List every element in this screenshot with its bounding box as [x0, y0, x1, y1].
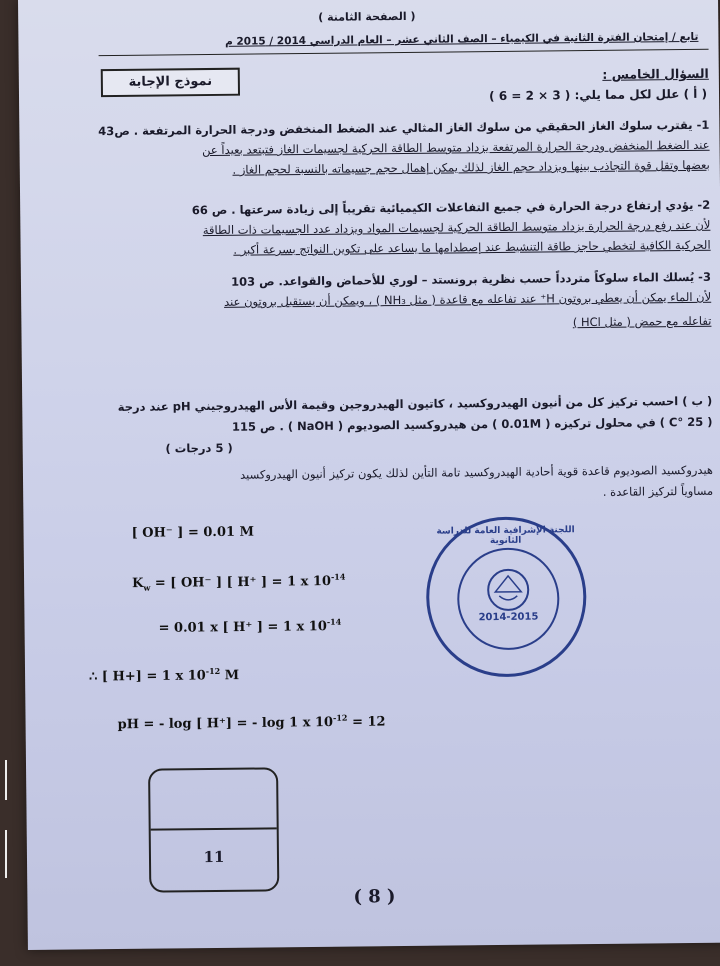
- answer-2: [82, 195, 711, 262]
- section-b-marks: ( 5 درجات ): [165, 440, 233, 456]
- stamp-year: 2014-2015: [478, 611, 539, 624]
- equation-kw-rhs: = [ OH⁻ ] [ H⁺ ] = 1 x 10: [150, 574, 332, 591]
- equation-oh: [ OH⁻ ] = 0.01 M: [131, 524, 255, 541]
- page-label: ( الصفحة الثامنة ): [318, 9, 416, 24]
- equation-substitution-text: = 0.01 x [ H⁺ ] = 1 x 10: [158, 619, 327, 636]
- answer-3: [83, 267, 712, 338]
- equation-ph-exp: -12: [332, 712, 348, 723]
- emblem-icon: [459, 549, 558, 648]
- section-b-question-2: ( 25 °C ) في محلول تركيزه ( 0.01M ) من هيدروكسيد الصوديوم ( NaOH ) . ص 115: [231, 414, 713, 434]
- exam-page: [18, 0, 720, 950]
- answer-3-question: 3- يُسلك الماء سلوكاً متردداً حسب نظرية برونستد – لوري للأحماض والقواعد. ص 103: [230, 269, 712, 289]
- answer-model-box: نموذج الإجابة: [101, 68, 240, 97]
- section-b-answer-2: مساوياً لتركيز القاعدة .: [602, 483, 714, 499]
- answer-2-line-2: لأن عند رفع درجة الحرارة يزداد متوسط الطاقة الحركية لجسيمات المواد ويزداد عدد الجسيمات ذات الطاقة: [202, 217, 711, 238]
- equation-substitution: [158, 617, 341, 636]
- equation-kw: [132, 572, 346, 593]
- equation-h-exp: -12: [205, 665, 221, 677]
- equation-kw-sub: w: [143, 582, 151, 593]
- equation-substitution-exp: -14: [326, 616, 342, 627]
- score-divider: [151, 827, 277, 830]
- equation-kw-symbol: K: [132, 576, 144, 592]
- stamp-inner-circle: [457, 547, 560, 650]
- header-divider: [99, 49, 709, 56]
- section-b: [84, 391, 713, 509]
- section-b-answer-1: هيدروكسيد الصوديوم قاعدة قوية أحادية الهيدروكسيد تامة التأين لذلك يكون تركيز أنيون الهيدروكسيد: [239, 462, 714, 482]
- equation-ph-text: pH = - log [ H⁺] = - log 1 x 10: [117, 715, 334, 733]
- answer-3-line-3: تفاعله مع حمض ( مثل HCl ): [572, 313, 712, 330]
- equation-ph-result: = 12: [347, 714, 386, 730]
- answer-2-line-3: الحركية الكافية لتخطي حاجز طاقة التنشيط عند إصطدامها ما يساعد على تكوين النواتج بسرعة أكبر .: [233, 237, 711, 257]
- margin-marks: [0, 760, 10, 880]
- question-title: السؤال الخامس :: [602, 65, 709, 82]
- official-stamp: [425, 516, 587, 678]
- page-number: ( 8 ): [353, 886, 396, 908]
- equation-kw-exp: -14: [330, 571, 346, 582]
- score-box: [148, 767, 279, 892]
- answer-1-line-2: عند الضغط المنخفض ودرجة الحرارة المرتفعة يزداد متوسط الطاقة الحركية لجسيمات الغاز فتبتعد بعيداً عن: [202, 137, 710, 158]
- question-subtitle: ( أ ) علل لكل مما يلي: ( 3 × 2 = 6 ): [489, 86, 708, 104]
- score-value: 11: [203, 847, 225, 867]
- equation-h-concentration: [89, 666, 239, 685]
- equation-ph: [117, 712, 385, 732]
- exam-header-line: تابع / إمتحان الفترة الثانية في الكيمياء – الصف الثاني عشر – العام الدراسي 2014 / 2015 م: [225, 30, 699, 48]
- equation-h-unit: M: [220, 668, 240, 684]
- answer-1: [81, 115, 710, 182]
- answer-1-line-3: بعضها وتقل قوة التجاذب بينها ويزداد حجم الغاز لذلك يمكن إهمال حجم جسيماته بالنسبة لحجم الغاز .: [232, 157, 710, 177]
- answer-2-question: 2- يؤدي إرتفاع درجة الحرارة في جميع التفاعلات الكيميائية تقريباً إلى زيادة سرعتها . ص 66: [191, 197, 711, 218]
- stamp-ring-text: اللجنة الإشرافية العامة للدراسة الثانوية: [436, 525, 575, 547]
- answer-3-line-2: لأن الماء يمكن أن يعطي بروتون H⁺ عند تفاعله مع قاعدة ( مثل NH₃ ) ، ويمكن أن يستقبل بروتون عند: [223, 289, 712, 309]
- section-b-question-1: ( ب ) احسب تركيز كل من أنيون الهيدروكسيد ، كاتيون الهيدروجين وقيمة الأس الهيدروجيني pH عند درجة: [117, 393, 713, 414]
- answer-1-question: 1- يقترب سلوك الغاز الحقيقي من سلوك الغاز المثالي عند الضغط المنخفض ودرجة الحرارة المرتفعة . ص43: [98, 117, 710, 139]
- equation-h-text: ∴ [ H+] = 1 x 10: [89, 668, 206, 685]
